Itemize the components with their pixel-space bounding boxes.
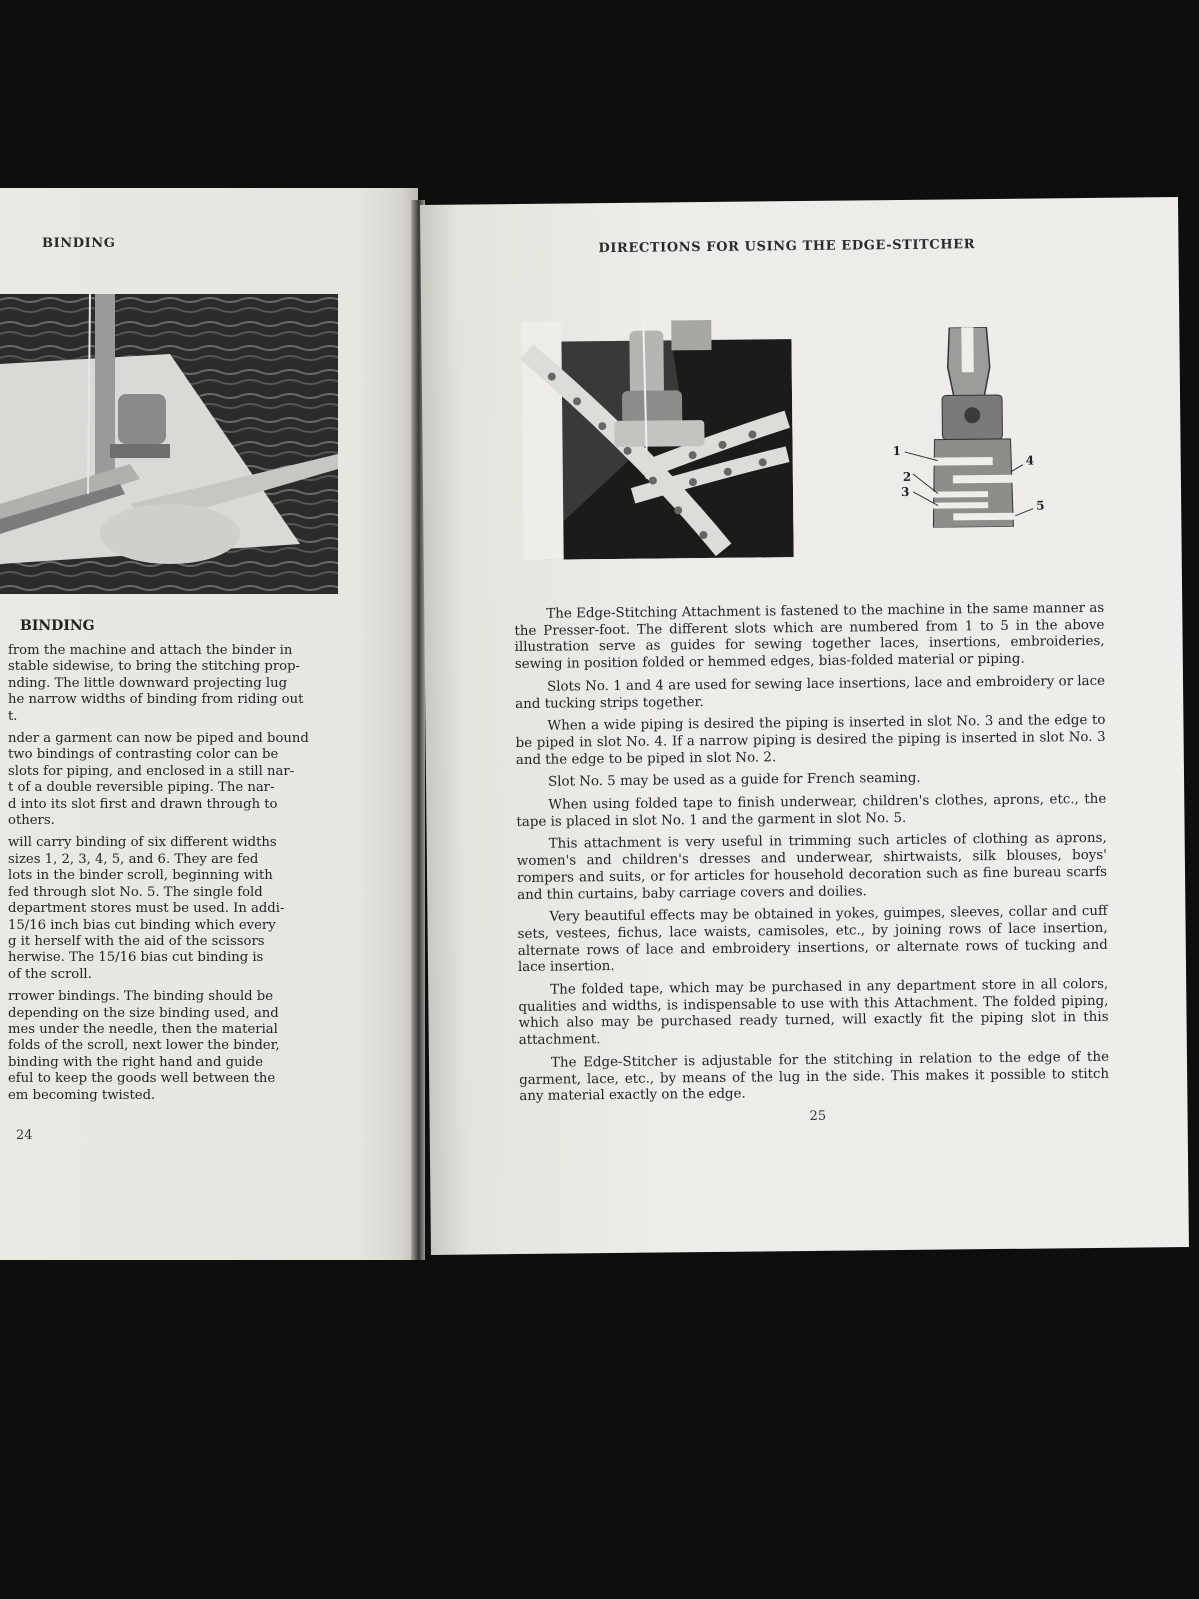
text-line: lots in the binder scroll, beginning with <box>8 868 273 884</box>
left-paragraph-2 <box>8 731 358 829</box>
text-line: d into its slot first and drawn through to <box>8 796 278 812</box>
right-body-text <box>514 601 1109 1112</box>
left-body-text <box>8 643 358 1110</box>
text-line: mes under the needle, then the material <box>8 1021 278 1037</box>
right-paragraph-3: When a wide piping is desired the piping is inserted in slot No. 3 and the edge to be piped in slot No. 4. If a narrow piping is desired the piping is inserted in slot No. 3 and the edge to be piped in slot No. 2. <box>515 713 1106 768</box>
text-line: t of a double reversible piping. The nar- <box>8 780 275 796</box>
text-line: sizes 1, 2, 3, 4, 5, and 6. They are fed <box>8 851 259 867</box>
edge-stitcher-illustration <box>521 319 793 560</box>
text-line: he narrow widths of binding from riding out <box>8 692 304 708</box>
text-line: t. <box>8 708 18 724</box>
text-line: folds of the scroll, next lower the binder, <box>8 1038 280 1054</box>
slot-label-4: 4 <box>1025 453 1035 468</box>
right-paragraph-1: The Edge-Stitching Attachment is fastened to the machine in the same manner as the Presser-foot. The different slots which are numbered from 1 to 5 in the above illustration serve as guides for sewing together laces, insertions, embroideries, sewing in position folded or hemmed edges, bias-folded material or piping. <box>514 600 1105 673</box>
text-line: 15/16 inch bias cut binding which every <box>8 917 276 933</box>
running-head-right: DIRECTIONS FOR USING THE EDGE-STITCHER <box>598 237 976 257</box>
text-line: nder a garment can now be piped and bound <box>8 731 309 747</box>
text-line: g it herself with the aid of the scissors <box>8 933 265 949</box>
right-paragraph-7: Very beautiful effects may be obtained in yokes, guimpes, sleeves, collar and cuff sets, vestees, fichus, lace waists, camisoles, etc., by joining rows of lace insertion, alternate rows of lace and embroidery insertions, or alternate rows of tucking and lace insertion. <box>517 904 1108 976</box>
text-line: rrower bindings. The binding should be <box>8 989 274 1005</box>
right-paragraph-4: Slot No. 5 may be used as a guide for French seaming. <box>547 771 921 791</box>
text-line: slots for piping, and enclosed in a still nar- <box>8 763 295 779</box>
left-page <box>0 188 418 1260</box>
edge-stitcher-diagram <box>891 326 1063 528</box>
slot-label-1: 1 <box>892 443 902 459</box>
left-paragraph-1 <box>8 643 358 725</box>
right-paragraph-6: This attachment is very useful in trimming such articles of clothing as aprons, women's and children's dresses and underwear, shirtwaists, silk blouses, boys' rompers and suits, or for articles for household decoration such as fine bureau scarfs and thin curtains, baby carriage covers and doilies. <box>516 831 1108 903</box>
text-line: binding with the right hand and guide <box>8 1054 264 1070</box>
right-paragraph-2: Slots No. 1 and 4 are used for sewing lace insertions, lace and embroidery or lace and tucking strips together. <box>515 673 1106 712</box>
text-line: stable sidewise, to bring the stitching prop- <box>8 659 300 675</box>
page-number-right: 25 <box>809 1108 827 1124</box>
slot-label-2: 2 <box>902 469 912 484</box>
left-paragraph-4 <box>8 989 358 1104</box>
text-line: two bindings of contrasting color can be <box>8 747 279 763</box>
text-line: eful to keep the goods well between the <box>8 1071 276 1087</box>
right-paragraph-8: The folded tape, which may be purchased in any department store in all colors, qualities and widths, is indispensable to use with this Attachment. The folded piping, which also may be purchased ready turned, will exactly fit the piping slot in this attachment. <box>518 976 1109 1049</box>
text-line: will carry binding of six different widths <box>8 835 277 851</box>
page-number-left: 24 <box>16 1128 33 1143</box>
right-paragraph-9: The Edge-Stitcher is adjustable for the stitching in relation to the edge of the garment, lace, etc., by means of the lug in the side. This makes it possible to stitch any material exactly on the edge. <box>519 1049 1110 1105</box>
left-paragraph-3 <box>8 835 358 983</box>
text-line: of the scroll. <box>8 966 92 982</box>
binder-illustration <box>0 294 338 594</box>
right-paragraph-5: When using folded tape to finish underwear, children's clothes, aprons, etc., the tape is placed in slot No. 1 and the garment in slot No. 5. <box>516 791 1107 830</box>
running-head-left: BINDING <box>42 236 116 251</box>
text-line: fed through slot No. 5. The single fold <box>8 884 263 900</box>
text-line: em becoming twisted. <box>8 1087 156 1103</box>
text-line: herwise. The 15/16 bias cut binding is <box>8 950 264 966</box>
text-line: others. <box>8 813 55 829</box>
slot-label-5: 5 <box>1036 498 1045 513</box>
text-line: nding. The little downward projecting lug <box>8 675 288 691</box>
text-line: from the machine and attach the binder in <box>8 643 293 658</box>
right-page <box>420 197 1189 1255</box>
section-title: BINDING <box>20 618 95 634</box>
text-line: department stores must be used. In addi- <box>8 901 285 917</box>
slot-label-3: 3 <box>900 484 910 499</box>
text-line: depending on the size binding used, and <box>8 1005 279 1021</box>
